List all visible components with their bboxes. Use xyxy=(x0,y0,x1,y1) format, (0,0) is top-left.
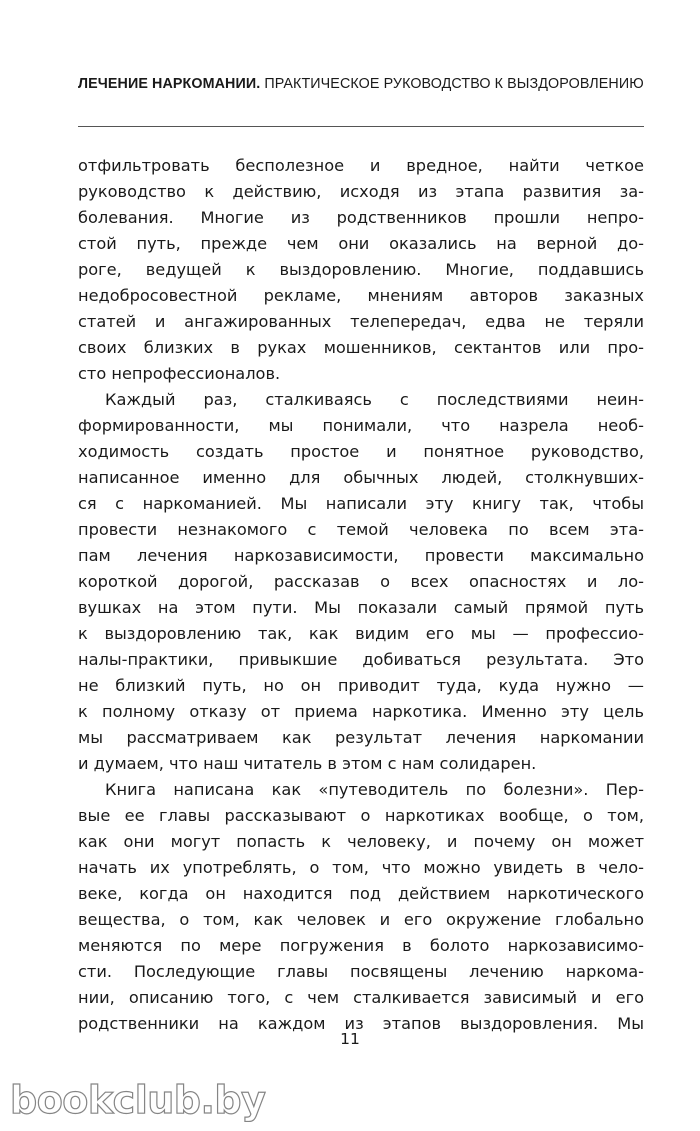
text-line: формированности, мы понимали, что назрела необ- xyxy=(78,416,644,435)
text-line: к выздоровлению так, как видим его мы — профессио- xyxy=(78,624,644,643)
text-line: статей и ангажированных телепередач, едва не теряли xyxy=(78,312,644,331)
text-line: налы-практики, привыкшие добиваться результата. Это xyxy=(78,650,644,669)
text-line: своих близких в руках мошенников, сектантов или про- xyxy=(78,338,644,357)
body-text xyxy=(78,153,644,1037)
text-line: как они могут попасть к человеку, и почему он может xyxy=(78,832,644,851)
running-head-subtitle: ПРАКТИЧЕСКОЕ РУКОВОДСТВО К ВЫЗДОРОВЛЕНИЮ xyxy=(260,76,644,92)
running-head xyxy=(78,76,644,92)
text-line: руководство к действию, исходя из этапа развития за- xyxy=(78,182,644,201)
text-line: Книга написана как «путеводитель по болезни». Пер- xyxy=(105,780,644,799)
text-line: болевания. Многие из родственников прошли непро- xyxy=(78,208,644,227)
text-line: родственники на каждом из этапов выздоровления. Мы xyxy=(78,1014,644,1033)
text-line: веке, когда он находится под действием наркотического xyxy=(78,884,644,903)
paragraph-2 xyxy=(78,387,644,777)
text-line: вещества, о том, как человек и его окружение глобально xyxy=(78,910,644,929)
text-line: к полному отказу от приема наркотика. Именно эту цель xyxy=(78,702,644,721)
text-line: вые ее главы рассказывают о наркотиках вообще, о том, xyxy=(78,806,644,825)
text-line: начать их употреблять, о том, что можно увидеть в чело- xyxy=(78,858,644,877)
text-line: нии, описанию того, с чем сталкивается зависимый и его xyxy=(78,988,644,1007)
text-line: меняются по мере погружения в болото наркозависимо- xyxy=(78,936,644,955)
page-number: 11 xyxy=(340,1030,360,1048)
text-line: провести незнакомого с темой человека по всем эта- xyxy=(78,520,644,539)
text-line: ходимость создать простое и понятное руководство, xyxy=(78,442,644,461)
text-line: сти. Последующие главы посвящены лечению наркома- xyxy=(78,962,644,981)
text-line: вушках на этом пути. Мы показали самый прямой путь xyxy=(78,598,644,617)
text-line: короткой дорогой, рассказав о всех опасностях и ло- xyxy=(78,572,644,591)
text-line: роге, ведущей к выздоровлению. Многие, поддавшись xyxy=(78,260,644,279)
watermark: bookclub.by xyxy=(10,1078,266,1122)
running-head-book-title: ЛЕЧЕНИЕ НАРКОМАНИИ. xyxy=(78,76,261,92)
text-line: недобросовестной рекламе, мнениям авторов заказных xyxy=(78,286,644,305)
text-line: написанное именно для обычных людей, столкнувших- xyxy=(78,468,644,487)
text-line: ся с наркоманией. Мы написали эту книгу так, чтобы xyxy=(78,494,644,513)
text-line: пам лечения наркозависимости, провести максимально xyxy=(78,546,644,565)
text-line: стой путь, прежде чем они оказались на верной до- xyxy=(78,234,644,253)
text-line: отфильтровать бесполезное и вредное, найти четкое xyxy=(78,156,644,175)
paragraph-1 xyxy=(78,153,644,387)
text-line: сто непрофессионалов. xyxy=(78,364,281,383)
text-line: мы рассматриваем как результат лечения наркомании xyxy=(78,728,644,747)
header-rule xyxy=(78,126,644,127)
text-line: и думаем, что наш читатель в этом с нам солидарен. xyxy=(78,754,537,773)
paragraph-3 xyxy=(78,777,644,1037)
text-line: не близкий путь, но он приводит туда, куда нужно — xyxy=(78,676,644,695)
text-line: Каждый раз, сталкиваясь с последствиями неин- xyxy=(105,390,644,409)
